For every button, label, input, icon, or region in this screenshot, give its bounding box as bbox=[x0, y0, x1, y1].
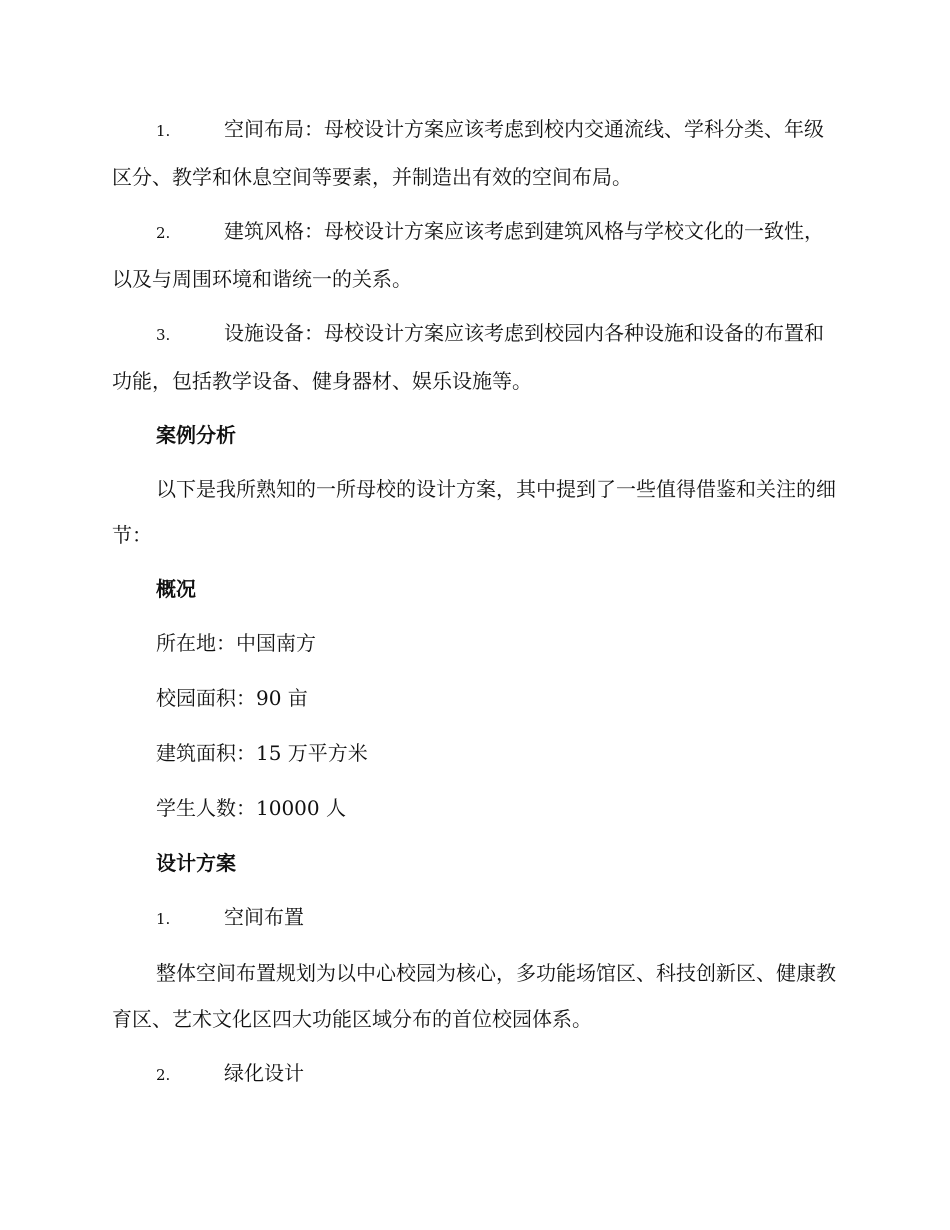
list-text: 建筑风格：母校设计方案应该考虑到建筑风格与学校文化的一致性，以及与周围环境和谐统一的关系。 bbox=[112, 219, 824, 291]
list-number: 2. bbox=[156, 1066, 171, 1084]
section-heading-case-analysis: 案例分析 bbox=[156, 423, 236, 447]
list-text: 绿化设计 bbox=[224, 1061, 304, 1085]
section-heading-design-plan: 设计方案 bbox=[156, 851, 236, 875]
case-intro-paragraph: 以下是我所熟知的一所母校的设计方案，其中提到了一些值得借鉴和关注的细节： bbox=[112, 477, 836, 547]
list-text: 空间布置 bbox=[224, 905, 304, 929]
overview-campus-area: 校园面积：90 亩 bbox=[156, 686, 308, 710]
list-number: 1. bbox=[156, 910, 171, 928]
list-item-space-arrangement bbox=[112, 894, 838, 942]
list-number: 1. bbox=[156, 122, 171, 140]
document-page bbox=[112, 106, 838, 1106]
list-text: 设施设备：母校设计方案应该考虑到校园内各种设施和设备的布置和功能，包括教学设备、健身器材、娱乐设施等。 bbox=[112, 321, 824, 393]
space-arrangement-paragraph: 整体空间布置规划为以中心校园为核心，多功能场馆区、科技创新区、健康教育区、艺术文化区四大功能区域分布的首位校园体系。 bbox=[112, 961, 836, 1031]
overview-location: 所在地：中国南方 bbox=[156, 631, 316, 655]
section-heading-overview: 概况 bbox=[156, 577, 196, 601]
list-text: 空间布局：母校设计方案应该考虑到校内交通流线、学科分类、年级区分、教学和休息空间等要素，并制造出有效的空间布局。 bbox=[112, 117, 824, 189]
list-item-space-layout bbox=[112, 106, 838, 200]
overview-building-area: 建筑面积：15 万平方米 bbox=[156, 741, 368, 765]
list-item-architecture-style bbox=[112, 208, 838, 302]
overview-student-count: 学生人数：10000 人 bbox=[156, 796, 346, 820]
list-item-facilities bbox=[112, 310, 838, 404]
list-number: 2. bbox=[156, 224, 171, 242]
list-item-greening-design bbox=[112, 1050, 838, 1098]
list-number: 3. bbox=[156, 326, 171, 344]
